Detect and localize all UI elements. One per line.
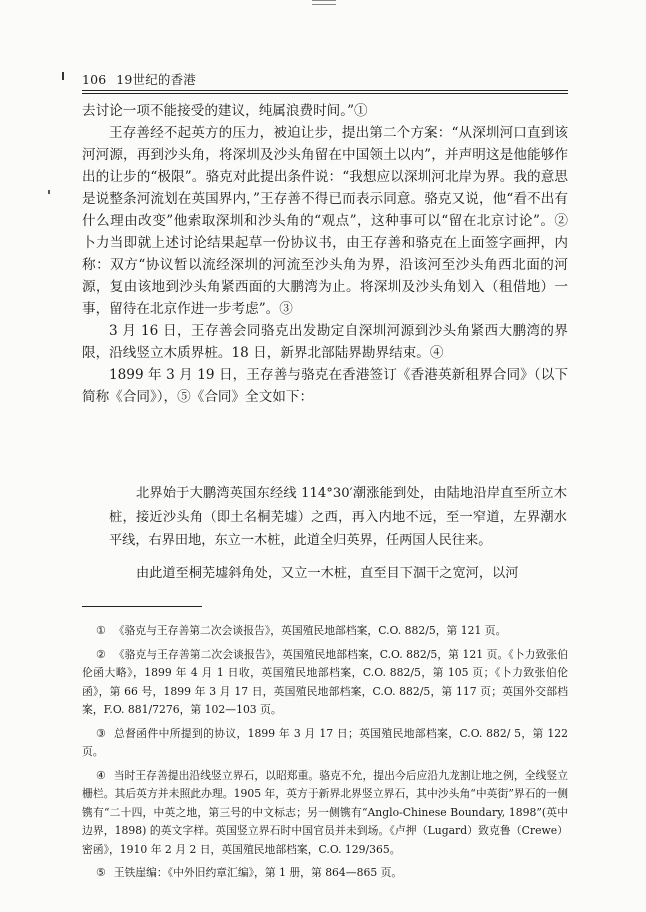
footnote-text: 总督函件中所提到的协议，1899 年 3 月 17 日；英国殖民地部档案，C.O. 882/ 5，第 122 页。: [82, 726, 568, 758]
paragraph: 去讨论一项不能接受的建议，纯属浪费时间。”①: [82, 103, 368, 119]
quote-paragraph: 由此道至桐芜墟斜角处，又立一木桩，直至目下涸干之宽河，以河: [136, 565, 519, 581]
treaty-quotation: [109, 482, 567, 594]
footnote: [82, 767, 568, 860]
footnote-marker: ③: [96, 726, 107, 740]
margin-dot: [48, 190, 50, 194]
running-header: [82, 70, 568, 88]
footnotes: [82, 622, 568, 888]
footnote: [82, 646, 568, 720]
quote-paragraph: 北界始于大鹏湾英国东经线 114°30′潮涨能到处，由陆地沿岸直至所立木桩，接近沙头角（即土名桐芜墟）之西，再入内地不远，至一窄道，左界潮水平线，右界田地，东立一木桩，此道全归英界，任两国人民往来。: [109, 486, 567, 548]
footnote-separator: [82, 606, 202, 607]
book-title: 19世纪的香港: [116, 72, 196, 87]
footnote-marker: ①: [96, 624, 106, 637]
footnote-marker: ④: [96, 768, 106, 782]
body-text: [82, 100, 568, 408]
header-rule-bottom: [82, 93, 568, 94]
margin-mark: [62, 72, 64, 80]
paragraph: 1899 年 3 月 19 日，王存善与骆克在香港签订《香港英新租界合同》（以下简称《合同》），⑤《合同》全文如下：: [82, 367, 568, 405]
footnote: [82, 622, 568, 641]
footnote: [82, 864, 568, 883]
footnote-text: 当时王存善提出沿线竖立界石，以昭郑重。骆克不允，提出今后应沿九龙割让地之例，全线竖立栅栏。其后英方并未照此办理。1905 年，英方于新界北界竖立界石，其中沙头角“中英街”界石的一侧镌有“二十四，中英之地，第三号的中文标志；另一侧镌有“Anglo-Chinese Boundary, 1898”(英中边界，1898) 的英文字样。英国竖立界石时中国官员并未到场。《卢押（Lugard）致克鲁（Crewe）密函》，1910 年 2 月 2 日，英国殖民地部档案，C.O. 129/365。: [82, 768, 568, 856]
footnote-text: 王铁崖编：《中外旧约章汇编》，第 1 册，第 864—865 页。: [113, 866, 403, 879]
footnote: [82, 725, 568, 762]
paragraph: 3 月 16 日，王存善会同骆克出发勘定自深圳河源到沙头角紧西大鹏湾的界限，沿线竖立木质界桩。18 日，新界北部陆界勘界结束。④: [82, 323, 568, 361]
footnote-marker: ②: [96, 647, 106, 661]
footnote-marker: ⑤: [96, 866, 106, 879]
footnote-text: 《骆克与王存善第二次会谈报告》，英国殖民地部档案，C.O. 882/5，第 121 页。: [113, 624, 507, 637]
paragraph: 王存善经不起英方的压力，被迫让步，提出第二个方案：“从深圳河口直到该河河源，再到沙头角，将深圳及沙头角留在中国领土以内”，并声明这是他能够作出的让步的“极限”。骆克对此提出条件说：“我想应以深圳河北岸为界。我的意思是说整条河流划在英国界内，”王存善不得已而表示同意。骆克又说，他“看不出有什么理由改变”他索取深圳和沙头角的“观点”，这种事可以“留在北京讨论”。② 卜力当即就上述讨论结果起草一份协议书，由王存善和骆克在上面签字画押，内称：双方“协议暂以流经深圳的河流至沙头角为界，沿该河至沙头角西北面的河源，复由该地到沙头角紧西面的大鹏湾为止。将深圳及沙头角划入（租借地）一事，留待在北京作进一步考虑”。③: [82, 125, 568, 317]
header-rule-top: [82, 90, 568, 91]
page-number: 106: [82, 72, 107, 87]
scan-top-mark: [312, 0, 336, 5]
footnote-text: 《骆克与王存善第二次会谈报告》，英国殖民地部档案，C.O. 882/5，第 121 页。《卜力致张伯伦函大略》，1899 年 4 月 1 日收，英国殖民地部档案，C.O. 882/5，第 105 页；《卜力致张伯伦函》，第 66 号，1899 年 3 月 17 日，英国殖民地部档案，C.O. 882/5，第 117 页；英国外交部档案，F.O. 881/7276，第 102—103 页。: [82, 647, 568, 716]
